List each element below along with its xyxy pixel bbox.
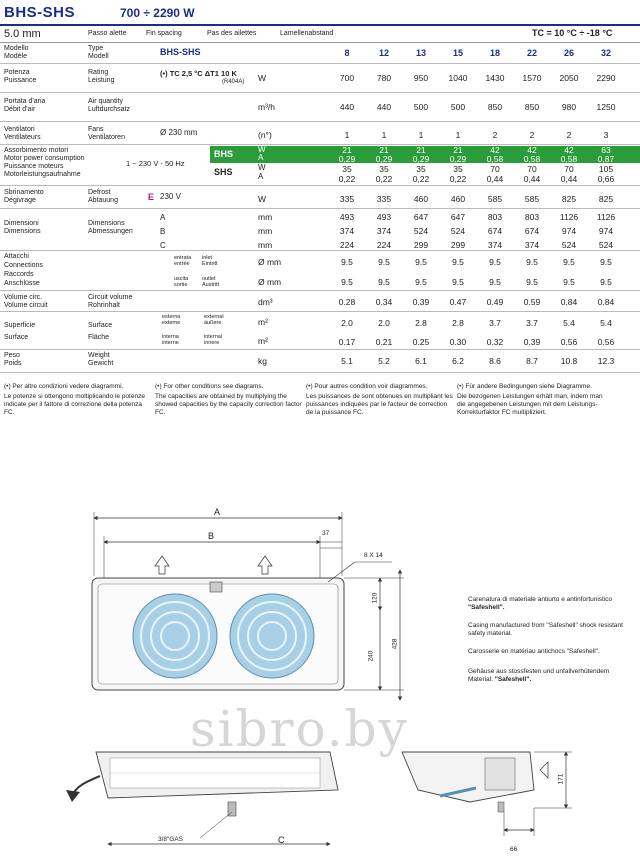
ext-de: äußere (204, 320, 222, 326)
shs-label: SHS (214, 167, 233, 177)
casing-note-brand: "Safeshell". (494, 676, 532, 683)
outlet-it: uscita (174, 276, 189, 282)
weight-value: 6.2 (452, 356, 464, 366)
conn-label-3: Raccords (4, 271, 34, 278)
fan-size: Ø 230 mm (160, 128, 198, 137)
fans-value: 2 (566, 130, 572, 140)
inlet-value: 9.5 (600, 257, 612, 267)
int-de: innere (204, 340, 220, 346)
weight-value: 6.1 (415, 356, 427, 366)
dim-value: 803 (487, 212, 503, 222)
dims-unit: mm (258, 240, 273, 250)
surface-int-value: 0.56 (597, 337, 615, 347)
dim-a-label: A (214, 507, 221, 517)
dims-label-4: Abmessungen (88, 228, 133, 235)
row-divider (0, 185, 640, 186)
inlet-it: entrata (174, 255, 192, 261)
volume-value: 0.34 (375, 297, 393, 307)
watermark: sibro.by (190, 700, 409, 758)
surface-int-value: 0.32 (486, 337, 504, 347)
fans-value: 1 (455, 130, 461, 140)
shs-a-value: 0,22 (449, 174, 467, 184)
shs-a-value: 0,22 (338, 174, 356, 184)
footnote-line: (•) Pour autres condition voir diagrammes. (306, 383, 428, 390)
inlet-value: 9.5 (563, 257, 575, 267)
row-divider (0, 372, 640, 373)
power-range: 700 ÷ 2290 W (120, 6, 195, 20)
row-divider (0, 311, 640, 312)
row-divider (0, 349, 640, 350)
bhs-w-unit: W (258, 145, 266, 154)
int-fr: interne (162, 340, 179, 346)
weight-label-4: Gewicht (88, 360, 114, 367)
air-unit: m³/h (258, 102, 275, 112)
surface-label-3: Surface (88, 322, 113, 329)
bhs-w-value: 63 (601, 145, 611, 155)
int-en: internal (204, 334, 223, 340)
bhs-a-value: 0,58 (486, 154, 504, 164)
dim-value: 493 (339, 212, 355, 222)
defrost-value: 460 (450, 194, 466, 204)
shs-a-value: 0,44 (486, 174, 504, 184)
conn-unit: Ø mm (258, 257, 282, 267)
dim-value: 299 (450, 240, 466, 250)
capacity-value: 950 (413, 73, 429, 83)
footnote (4, 383, 152, 417)
outlet-value: 9.5 (378, 277, 390, 287)
holes-label: 8 X 14 (364, 552, 383, 559)
model-number: 32 (600, 48, 611, 58)
weight-value: 8.6 (489, 356, 501, 366)
defrost-value: 825 (561, 194, 577, 204)
volume-label-4: Rohrinhalt (88, 302, 120, 309)
defrost-unit: W (258, 194, 267, 204)
footnote-text: Les puissances de sont obtenues en multipliant les puissances indiquées par le facteur de correction de la puissance FC. (306, 393, 453, 416)
footnote-line: (•) For other conditions see diagrams. (155, 383, 264, 390)
air-label-1: Portata d'aria (4, 98, 46, 105)
fans-value: 1 (418, 130, 424, 140)
conn-label-2: Connections (4, 262, 43, 269)
dim-value: 374 (487, 240, 503, 250)
surface-unit: m² (258, 336, 268, 346)
bhs-w-value: 42 (527, 145, 537, 155)
footnote-line: (•) Per altre condizioni vedere diagrammi. (4, 383, 124, 390)
dim-66-label: 66 (510, 846, 518, 853)
bhs-w-value: 21 (453, 145, 463, 155)
air-value: 1250 (596, 102, 616, 112)
surface-unit: m² (258, 317, 268, 327)
casing-note-brand: "Safeshell". (468, 604, 505, 611)
fin-label-it: Passo alette (88, 30, 127, 37)
surface-ext-value: 2.0 (341, 318, 353, 328)
dim-a-key: A (160, 213, 166, 222)
defrost-value: 825 (598, 194, 614, 204)
inlet-de: Eintritt (202, 261, 218, 267)
surface-int-value: 0.21 (375, 337, 393, 347)
tc-range: TC = 10 °C ÷ -18 °C (532, 28, 613, 38)
weight-value: 10.8 (560, 356, 578, 366)
footnote-text: Die bezogenen Leistungen erhält man, indem man die angegebenen Leistungen mit dem Leistungs-Korrekturfaktor FC multipliziert. (457, 393, 603, 416)
inlet-value: 9.5 (489, 257, 501, 267)
volume-value: 0.47 (449, 297, 467, 307)
outlet-value: 9.5 (526, 277, 538, 287)
bhs-label: BHS (214, 149, 234, 159)
bhs-w-value: 21 (416, 145, 426, 155)
surface-int-value: 0.56 (560, 337, 578, 347)
dim-value: 674 (524, 226, 540, 236)
capacity-value: 1040 (448, 73, 468, 83)
fans-label-2: Ventilateurs (4, 134, 41, 141)
fans-value: 3 (603, 130, 609, 140)
dim-428-label: 428 (391, 638, 399, 650)
shs-a-value: 0,66 (597, 174, 615, 184)
outlet-fr: sortie (174, 282, 188, 288)
casing-note-text: Gehäuse aus stossfesten und unfallverhütendem Material: (468, 668, 610, 683)
capacity-label-4: Leistung (88, 77, 115, 84)
air-value: 500 (450, 102, 466, 112)
model-label-1: Modello (4, 45, 29, 52)
bhs-a-value: 0,58 (560, 154, 578, 164)
shs-w-value: 35 (342, 164, 352, 174)
dims-unit: mm (258, 212, 273, 222)
shs-a-value: 0,44 (523, 174, 541, 184)
footnote-text: Le potenze si ottengono moltiplicando le potenze indicate per il fattore di correzione della potenza FC. (4, 393, 145, 416)
shs-w-value: 105 (598, 164, 614, 174)
refrigerant: (R404A) (222, 79, 245, 85)
header-rule (0, 24, 640, 26)
volume-value: 0.59 (523, 297, 541, 307)
dim-value: 803 (524, 212, 540, 222)
model-number: 15 (452, 48, 463, 58)
capacity-value: 1570 (522, 73, 542, 83)
dim-value: 224 (376, 240, 392, 250)
capacity-value: 2290 (596, 73, 616, 83)
defrost-label-1: Sbrinamento (4, 189, 44, 196)
shs-w-value: 35 (416, 164, 426, 174)
bhs-w-value: 21 (379, 145, 389, 155)
dim-c-key: C (160, 241, 166, 250)
fans-value: 2 (492, 130, 498, 140)
weight-label-1: Peso (4, 352, 20, 359)
model-number: 18 (489, 48, 500, 58)
shs-w-value: 70 (490, 164, 500, 174)
outlet-value: 9.5 (452, 277, 464, 287)
gas-label: 3/8"GAS (158, 836, 184, 843)
inlet-value: 9.5 (415, 257, 427, 267)
inlet-value: 9.5 (378, 257, 390, 267)
fans-unit: (n°) (258, 130, 272, 140)
air-label-3: Air quantity (88, 98, 124, 105)
inlet-fr: entrée (174, 261, 190, 267)
shs-a-value: 0,22 (412, 174, 430, 184)
fans-value: 1 (344, 130, 350, 140)
dim-value: 647 (413, 212, 429, 222)
motor-label-4: Motorleistungsaufnahme (4, 171, 81, 178)
brand-title: BHS-SHS (4, 4, 76, 21)
capacity-condition: (•) TC 2,5 °C ΔT1 10 K (160, 69, 237, 78)
model-label-3: Type (88, 45, 104, 52)
surface-int-value: 0.17 (338, 337, 356, 347)
shs-w-value: 35 (379, 164, 389, 174)
surface-label-4: Fläche (88, 334, 110, 341)
row-divider (0, 208, 640, 209)
ext-fr: externe (162, 320, 181, 326)
dims-label-2: Dimensions (4, 228, 41, 235)
fans-value: 1 (381, 130, 387, 140)
defrost-value: 335 (376, 194, 392, 204)
dim-value: 524 (450, 226, 466, 236)
air-value: 500 (413, 102, 429, 112)
inlet-value: 9.5 (452, 257, 464, 267)
fin-spacing-value: 5.0 mm (4, 28, 41, 40)
motor-supply: 1 ~ 230 V - 50 Hz (126, 159, 185, 168)
outlet-value: 9.5 (415, 277, 427, 287)
defrost-voltage: 230 V (160, 192, 181, 201)
outlet-value: 9.5 (600, 277, 612, 287)
outlet-value: 9.5 (341, 277, 353, 287)
surface-int-value: 0.39 (523, 337, 541, 347)
dim-value: 974 (598, 226, 614, 236)
weight-label-2: Poids (4, 360, 22, 367)
air-label-2: Débit d'air (4, 106, 36, 113)
model-number: 22 (526, 48, 537, 58)
dims-label-3: Dimensions (88, 220, 125, 227)
dim-b-key: B (160, 227, 166, 236)
weight-value: 5.1 (341, 356, 353, 366)
air-value: 440 (339, 102, 355, 112)
shs-a-unit: A (258, 172, 264, 181)
fans-label-1: Ventilatori (4, 126, 35, 133)
surface-label-1: Superficie (4, 322, 36, 329)
air-value: 850 (487, 102, 503, 112)
inlet-en: inlet (202, 255, 213, 261)
model-number: 13 (415, 48, 426, 58)
volume-value: 0.39 (412, 297, 430, 307)
model-number: 8 (344, 48, 350, 58)
casing-note (468, 668, 636, 684)
weight-unit: kg (258, 356, 267, 366)
outlet-value: 9.5 (563, 277, 575, 287)
dim-240-label: 240 (367, 650, 375, 662)
shs-a-value: 0,22 (375, 174, 393, 184)
casing-note (468, 596, 636, 612)
dim-value: 647 (450, 212, 466, 222)
model-label: BHS-SHS (160, 47, 201, 57)
bhs-a-unit: A (258, 153, 264, 162)
dim-value: 224 (339, 240, 355, 250)
fans-label-4: Ventilatoren (88, 134, 125, 141)
casing-note-text: Casing manufactured from "Safeshell" shock resistant safety material. (468, 622, 623, 637)
surface-int-value: 0.25 (412, 337, 430, 347)
bhs-a-value: 0,29 (449, 154, 467, 164)
footnote-line: (•) Für andere Bedingungen siehe Diagramme. (457, 383, 592, 390)
dim-value: 299 (413, 240, 429, 250)
row-divider (0, 121, 640, 122)
capacity-label-1: Potenza (4, 69, 30, 76)
volume-label-3: Circuit volume (88, 294, 133, 301)
shs-w-value: 35 (453, 164, 463, 174)
casing-note-text: Carosserie en matériau antichocs "Safeshell". (468, 648, 600, 655)
dims-label-1: Dimensioni (4, 220, 39, 227)
volume-label-2: Volume circuit (4, 302, 48, 309)
bhs-w-value: 42 (564, 145, 574, 155)
defrost-value: 585 (487, 194, 503, 204)
surface-ext-value: 5.4 (600, 318, 612, 328)
defrost-value: 585 (524, 194, 540, 204)
weight-value: 5.2 (378, 356, 390, 366)
bhs-a-value: 0,29 (412, 154, 430, 164)
shs-a-value: 0,44 (560, 174, 578, 184)
casing-note (468, 622, 636, 638)
weight-label-3: Weight (88, 352, 110, 359)
dim-value: 524 (598, 240, 614, 250)
air-value: 850 (524, 102, 540, 112)
volume-value: 0.84 (560, 297, 578, 307)
bhs-w-value: 21 (342, 145, 352, 155)
fans-label-3: Fans (88, 126, 104, 133)
air-value: 980 (561, 102, 577, 112)
defrost-value: 460 (413, 194, 429, 204)
model-label-4: Modell (88, 53, 109, 60)
capacity-value: 1430 (485, 73, 505, 83)
defrost-label-3: Defrost (88, 189, 111, 196)
shs-w-unit: W (258, 163, 266, 172)
bhs-w-value: 42 (490, 145, 500, 155)
shs-w-value: 70 (564, 164, 574, 174)
fin-label-fr: Pas des ailettes (207, 30, 257, 37)
surface-ext-value: 3.7 (489, 318, 501, 328)
dim-c-label: C (278, 835, 285, 845)
motor-label-3: Puissance moteurs (4, 163, 64, 170)
defrost-label-2: Dégivrage (4, 197, 36, 204)
model-number: 26 (563, 48, 574, 58)
dim-value: 524 (413, 226, 429, 236)
dim-b-label: B (208, 531, 215, 541)
bhs-a-value: 0,58 (523, 154, 541, 164)
fin-label-de: Lamellenabstand (280, 30, 334, 37)
dim-value: 374 (339, 226, 355, 236)
defrost-value: 335 (339, 194, 355, 204)
row-divider (0, 290, 640, 291)
dim-value: 374 (376, 226, 392, 236)
dim-value: 1126 (559, 212, 579, 222)
footnote (306, 383, 454, 417)
capacity-label-2: Puissance (4, 77, 37, 84)
conn-unit: Ø mm (258, 277, 282, 287)
volume-value: 0.28 (338, 297, 356, 307)
air-label-4: Luftdurchsatz (88, 106, 131, 113)
volume-value: 0.84 (597, 297, 615, 307)
motor-label-1: Assorbimento motori (4, 147, 69, 154)
defrost-e: E (148, 192, 155, 202)
ext-it: esterna (162, 314, 181, 320)
casing-note (468, 648, 636, 656)
dim-value: 1126 (596, 212, 616, 222)
dim-value: 974 (561, 226, 577, 236)
footnote (457, 383, 605, 417)
inlet-value: 9.5 (341, 257, 353, 267)
dim-171-label: 171 (557, 773, 565, 785)
outlet-value: 9.5 (489, 277, 501, 287)
fin-spacing-row (0, 27, 640, 41)
surface-ext-value: 2.0 (378, 318, 390, 328)
capacity-unit: W (258, 73, 267, 83)
dim-120-label: 120 (371, 592, 379, 604)
dim-value: 524 (561, 240, 577, 250)
ext-en: external (204, 314, 224, 320)
volume-label-1: Volume circ. (4, 294, 43, 301)
volume-unit: dm³ (258, 297, 273, 307)
motor-label-2: Motor power consumption (4, 155, 85, 162)
outlet-de: Austritt (202, 282, 220, 288)
surface-ext-value: 2.8 (415, 318, 427, 328)
surface-ext-value: 2.8 (452, 318, 464, 328)
row-divider (0, 63, 640, 64)
dims-unit: mm (258, 226, 273, 236)
footnote-text: The capacities are obtained by multiplying the showed capacities by the capacity correction factor FC. (155, 393, 302, 416)
footnote (155, 383, 303, 417)
page-header (0, 0, 640, 24)
dim-value: 374 (524, 240, 540, 250)
row-divider (0, 92, 640, 93)
shs-w-value: 70 (527, 164, 537, 174)
rule (0, 42, 640, 43)
surface-ext-value: 5.4 (563, 318, 575, 328)
weight-value: 8.7 (526, 356, 538, 366)
surface-ext-value: 3.7 (526, 318, 538, 328)
volume-value: 0.49 (486, 297, 504, 307)
air-value: 440 (376, 102, 392, 112)
conn-label-1: Attacchi (4, 253, 29, 260)
capacity-value: 2050 (559, 73, 579, 83)
fin-label-en: Fin spacing (146, 30, 182, 37)
capacity-value: 780 (376, 73, 392, 83)
bhs-a-value: 0,29 (338, 154, 356, 164)
weight-value: 12.3 (597, 356, 615, 366)
dim-value: 674 (487, 226, 503, 236)
dim-value: 493 (376, 212, 392, 222)
model-label-2: Modèle (4, 53, 27, 60)
int-it: interna (162, 334, 179, 340)
surface-int-value: 0.30 (449, 337, 467, 347)
capacity-label-3: Rating (88, 69, 109, 76)
row-divider (0, 250, 640, 251)
casing-note-text: Carenatura di materiale antiurto e antinfortunistico (468, 596, 613, 603)
capacity-value: 700 (339, 73, 355, 83)
inlet-value: 9.5 (526, 257, 538, 267)
bhs-a-value: 0,29 (375, 154, 393, 164)
surface-label-2: Surface (4, 334, 29, 341)
conn-label-4: Anschlüsse (4, 280, 40, 287)
bhs-a-value: 0,87 (597, 154, 615, 164)
outlet-en: outlet (202, 276, 216, 282)
dim-37-label: 37 (322, 530, 330, 537)
model-number: 12 (378, 48, 389, 58)
fans-value: 2 (529, 130, 535, 140)
defrost-label-4: Abtauung (88, 197, 118, 204)
